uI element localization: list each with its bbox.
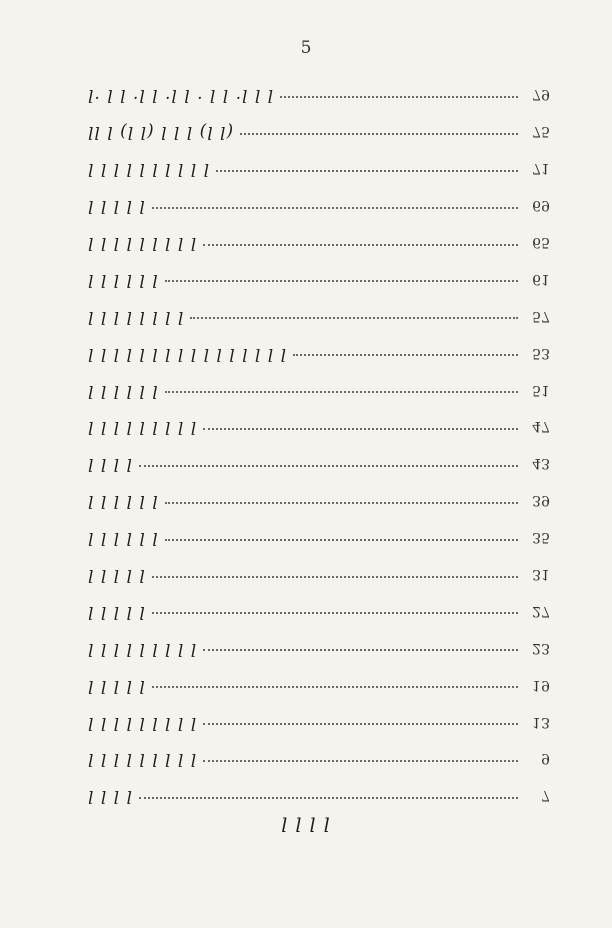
dot-leader bbox=[139, 796, 518, 799]
toc-entry-title: ꞁ ꞁ ꞁ ꞁ ꞁ ꞁ ꞁ ꞁ ꞁ bbox=[88, 232, 198, 252]
dot-leader bbox=[216, 169, 518, 172]
toc-entry[interactable] bbox=[88, 445, 550, 482]
toc-entry-page: 23 bbox=[532, 639, 550, 656]
dot-leader bbox=[152, 685, 518, 688]
toc-entry[interactable] bbox=[88, 666, 550, 703]
dot-leader bbox=[293, 353, 518, 356]
toc-entry-page: 79 bbox=[532, 86, 550, 103]
dot-leader bbox=[165, 279, 518, 282]
toc-entry-title: ꞁ ꞁ ꞁ ꞁ ꞁ ꞁ bbox=[88, 379, 159, 400]
toc-entry-page: 57 bbox=[532, 307, 550, 324]
dot-leader bbox=[280, 95, 518, 98]
toc-entry[interactable] bbox=[88, 703, 550, 740]
toc-entry[interactable] bbox=[88, 740, 550, 777]
toc-entry-page: 39 bbox=[532, 492, 550, 509]
page-number: 5 bbox=[300, 38, 312, 58]
toc-entry-page: 61 bbox=[532, 270, 550, 287]
dot-leader bbox=[152, 575, 518, 578]
toc-entry-title: ꞁ ꞁ ꞁ ꞁ ꞁ ꞁ ꞁ ꞁ ꞁ ꞁ bbox=[88, 158, 211, 179]
toc-entry-title: ꞁ ꞁ ꞁ ꞁ ꞁ bbox=[88, 600, 146, 621]
toc-entry[interactable] bbox=[88, 113, 550, 150]
toc-entry[interactable] bbox=[88, 260, 550, 297]
toc-entry-page: 71 bbox=[532, 160, 550, 177]
toc-entry-title: ꞁꞁ ꞁ (ꞁ ꞁ) ꞁ ꞁ ꞁ (ꞁ ꞁ) bbox=[88, 121, 235, 142]
dot-leader bbox=[203, 648, 518, 651]
dot-leader bbox=[203, 722, 518, 725]
toc-entry-page: 69 bbox=[532, 197, 550, 214]
toc-entry-title: ꞁ ꞁ ꞁ ꞁ ꞁ ꞁ ꞁ ꞁ ꞁ bbox=[88, 637, 198, 658]
table-of-contents bbox=[88, 76, 550, 814]
toc-entry-page: 31 bbox=[532, 566, 550, 583]
toc-entry-page: 65 bbox=[532, 234, 550, 250]
colophon: ꞁ ꞁ ꞁ ꞁ bbox=[281, 810, 331, 832]
toc-entry-title: ꞁ ꞁ ꞁ ꞁ ꞁ ꞁ bbox=[88, 268, 159, 289]
toc-entry[interactable] bbox=[88, 224, 550, 261]
dot-leader bbox=[152, 206, 518, 209]
toc-entry-title: ꞁ ꞁ ꞁ ꞁ ꞁ ꞁ ꞁ ꞁ ꞁ bbox=[88, 416, 198, 437]
toc-entry[interactable] bbox=[88, 150, 550, 187]
dot-leader bbox=[139, 464, 518, 467]
toc-entry-title: ꞁ ꞁ ꞁ ꞁ bbox=[88, 785, 133, 806]
dot-leader bbox=[190, 316, 518, 319]
toc-entry-page: 47 bbox=[532, 418, 550, 435]
toc-entry[interactable] bbox=[88, 187, 550, 224]
toc-entry[interactable] bbox=[88, 334, 550, 371]
toc-entry-title: ꞁ. ꞁ ꞁ .ꞁ ꞁ .ꞁ ꞁ . ꞁ ꞁ .ꞁ ꞁ ꞁ bbox=[88, 84, 275, 105]
toc-entry[interactable] bbox=[88, 408, 550, 445]
toc-entry[interactable] bbox=[88, 371, 550, 408]
toc-entry-title: ꞁ ꞁ ꞁ ꞁ ꞁ ꞁ ꞁ ꞁ bbox=[88, 305, 185, 326]
toc-entry[interactable] bbox=[88, 297, 550, 334]
dot-leader bbox=[165, 501, 518, 504]
toc-entry-page: 9 bbox=[541, 750, 550, 767]
dot-leader bbox=[203, 759, 518, 762]
toc-entry-page: 13 bbox=[532, 713, 550, 730]
toc-entry-page: 53 bbox=[532, 344, 550, 361]
toc-entry-title: ꞁ ꞁ ꞁ ꞁ ꞁ ꞁ ꞁ ꞁ ꞁ ꞁ ꞁ ꞁ ꞁ ꞁ ꞁ ꞁ bbox=[88, 342, 288, 363]
toc-entry-title: ꞁ ꞁ ꞁ ꞁ ꞁ ꞁ ꞁ ꞁ ꞁ bbox=[88, 711, 198, 732]
toc-entry[interactable] bbox=[88, 556, 550, 593]
toc-entry-title: ꞁ ꞁ ꞁ ꞁ ꞁ ꞁ bbox=[88, 527, 159, 548]
toc-entry-title: ꞁ ꞁ ꞁ ꞁ ꞁ bbox=[88, 195, 146, 216]
toc-entry-page: 43 bbox=[532, 455, 550, 472]
toc-entry-title: ꞁ ꞁ ꞁ ꞁ ꞁ bbox=[88, 564, 146, 585]
toc-entry[interactable] bbox=[88, 629, 550, 666]
toc-entry-page: 51 bbox=[532, 381, 550, 398]
toc-entry-title: ꞁ ꞁ ꞁ ꞁ bbox=[88, 453, 133, 474]
toc-entry-title: ꞁ ꞁ ꞁ ꞁ ꞁ ꞁ bbox=[88, 490, 159, 511]
toc-entry-title: ꞁ ꞁ ꞁ ꞁ ꞁ bbox=[88, 674, 146, 695]
dot-leader bbox=[240, 132, 518, 135]
toc-entry[interactable] bbox=[88, 76, 550, 113]
toc-entry-page: 19 bbox=[532, 676, 550, 693]
dot-leader bbox=[152, 611, 518, 614]
dot-leader bbox=[203, 427, 518, 430]
toc-entry[interactable] bbox=[88, 592, 550, 629]
toc-entry-title: ꞁ ꞁ ꞁ ꞁ ꞁ ꞁ ꞁ ꞁ ꞁ bbox=[88, 748, 198, 769]
toc-entry-page: 35 bbox=[532, 529, 550, 546]
toc-entry-page: 75 bbox=[532, 123, 550, 140]
dot-leader bbox=[165, 538, 518, 541]
toc-entry[interactable] bbox=[88, 519, 550, 556]
dot-leader bbox=[165, 390, 518, 393]
toc-entry[interactable] bbox=[88, 777, 550, 814]
toc-entry[interactable] bbox=[88, 482, 550, 519]
dot-leader bbox=[203, 243, 518, 246]
toc-entry-page: 27 bbox=[532, 602, 550, 619]
toc-entry-page: 7 bbox=[541, 787, 550, 804]
